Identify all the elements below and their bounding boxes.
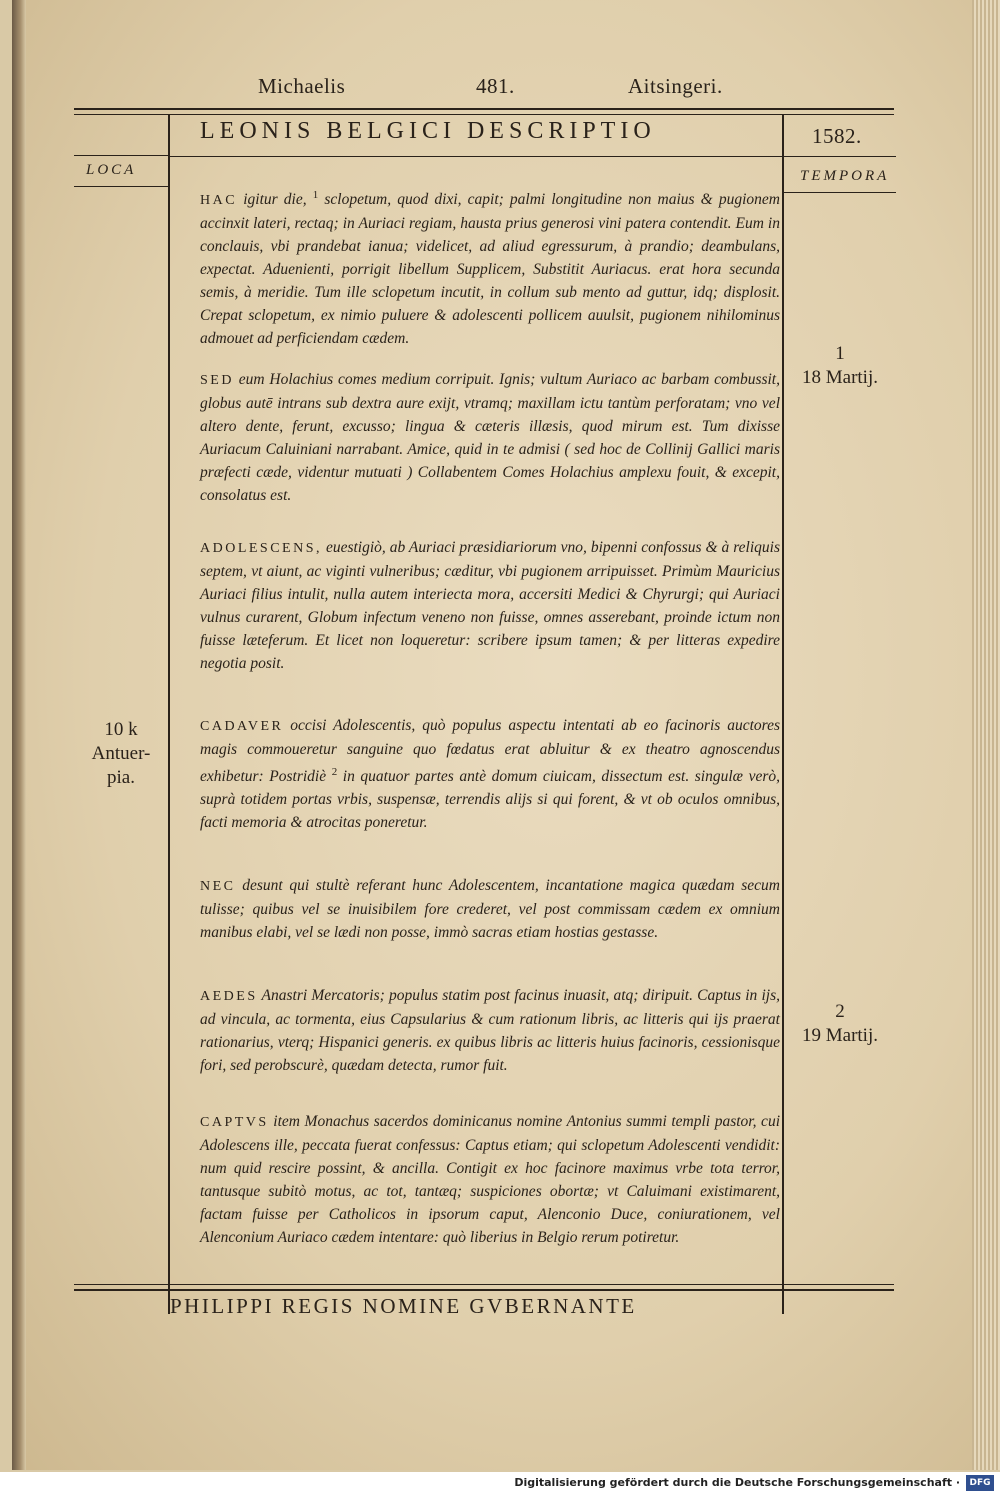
paragraph-text: sclopetum, quod dixi, capit; palmi longitudine non maius & pugionem accinxit lateri, rectaq; in Auriaci regiam, hausta prius generosi vini patera contendit. Eum in conclauis, vbi prandebat ianua; videlicet, ad aliud egressurum, à prandio; deambulans, expectat. Aduenienti, porrigit libellum Supplicem, Substitit Auriacus. erat hora secunda semis, à meridie. Tum ille sclopetum incutit, in collum sub mento ad guttur, idq; displosit. Crepat sclopetum, ex nimio puluere & adolescenti pollicem auulsit, pugionem nihilominus admouet ad perficiendam cædem. [200, 191, 781, 348]
loca-note-line: 10 k [104, 719, 138, 740]
paragraph-lead: HAC [200, 193, 238, 209]
loca-note-line: pia. [107, 767, 135, 788]
paragraph-text: in quatuor partes antè domum ciuicam, dissectum est. singulæ verò, suprà totidem portas vrbis, suspensæ, terrendis alijs si qui forent, & vt ob oculos omnibus, facti memoria & atrocitas poneretur. [200, 768, 780, 832]
tempora-note-number: 2 [835, 1001, 845, 1022]
paragraph-text-before: occisi Adolescentis, quò populus aspectu intentati ab eo facinoris auctores magis commoueretur sanguine quo fœdatus erat abluitur & ex theatro agnoscendus exhibetur: Postridiè [200, 717, 780, 786]
paragraph-lead: ADOLESCENS, [200, 541, 323, 556]
paragraph-lead: SED [200, 373, 234, 388]
tempora-note-2 [790, 1000, 890, 1048]
paragraph-captus [200, 1110, 780, 1249]
page-edges [972, 0, 1000, 1470]
book-gutter [12, 0, 26, 1470]
page-number: 481. [476, 74, 515, 98]
paragraph-text-before: igitur die, [237, 191, 313, 209]
tempora-note-1 [790, 342, 890, 390]
running-head-right: Aitsingeri. [628, 74, 723, 98]
tempora-rule-top [784, 156, 896, 157]
dfg-logo: DFG [966, 1475, 994, 1491]
loca-note-line: Antuer- [91, 743, 151, 764]
tempora-rule-bottom [784, 192, 896, 193]
tempora-heading: TEMPORA [800, 168, 890, 184]
tempora-note-date: 18 Martij. [802, 367, 878, 388]
footnote-marker: 2 [331, 766, 338, 778]
left-column-rule [168, 114, 170, 1314]
page-title: LEONIS BELGICI DESCRIPTIO [200, 118, 656, 144]
running-head-left: Michaelis [258, 74, 346, 98]
paragraph-text: desunt qui stultè referant hunc Adolescentem, incantatione magica quædam secum tulisse; quibus vel se inuisibilem fore crederet, vel post commissam cædem ex omnium manibus elabi, vel se lædi non posse, immò sacras etiam hostias gestasse. [200, 877, 780, 941]
paragraph-sed [200, 368, 780, 507]
paragraph-nec [200, 874, 780, 944]
loca-note-antuerpia [74, 718, 168, 790]
paragraph-lead: CADAVER [200, 719, 284, 734]
footnote-marker: 1 [312, 189, 319, 201]
loca-rule-bottom [74, 186, 168, 187]
paragraph-lead: NEC [200, 879, 236, 894]
loca-rule-top [74, 155, 168, 156]
footer-title: PHILIPPI REGIS NOMINE GVBERNANTE [170, 1294, 637, 1318]
year: 1582. [812, 124, 862, 148]
paragraph-text: eum Holachius comes medium corripuit. Ignis; vultum Auriaco ac barbam combussit, globus autē intrans sub dextra aure exijt, vtramq; maxillam ictu tantùm perforatam; vno vel altero dente, ferunt, excusso; lingua & cæteris illæsis, quod mirum est. Tum dixisse Auriacum Caluiniani narrabant. Amice, quid in te admisi ( sed hoc de Collinij Gallici maris præfecti cæde, videntur mutuati ) Collabentem Comes Holachius amplexu fouit, & excepit, consolatus est. [200, 371, 780, 504]
paragraph-text: euestigiò, ab Auriaci præsidiariorum vno, bipenni confossus & à reliquis septem, vt aiunt, ac viginti vulneribus; cæditur, vbi pugionem arripuisset. Primùm Mauricius Auriaci filius intulit, nulla autem interiecta mora, accersiti Medici & Chyrurgi; qui Auriaci vulnus curarent, Globum infectum veneno non fuisse, omnes asserebant, proinde ictum non fuisse læteferum. Et licet non loqueretur: scribere ipsum tamen; & per litteras expedire negotia posit. [200, 539, 780, 672]
paragraph-lead: CAPTVS [200, 1115, 269, 1130]
paragraph-adolescens [200, 536, 780, 675]
paragraph-aedes [200, 984, 780, 1077]
paragraph-lead: AEDES [200, 989, 258, 1004]
bottom-rule-thick [74, 1289, 894, 1291]
loca-heading: LOCA [86, 162, 137, 178]
title-underline [170, 156, 782, 157]
paragraph-text: item Monachus sacerdos dominicanus nomine Antonius summi templi pastor, cui Adolescens ille, peccata fuerat confessus: Captus etiam; qui sclopetum Adolescenti vendidit: num quid rescire possint, & ancilla. Contigit ex hoc facinore maximus vrbe tota terror, tantusque subitò motus, ac tot, tantæq; suspiciones obortæ; vt Caluimani existimarent, factam fuisse per Catholicos in ipsorum caput, Alenconio Duce, coniurationem, vel Alenconium Auriaco cædem intentare: quò liberius in Belgio rerum potiretur. [200, 1113, 780, 1246]
paragraph-text: Anastri Mercatoris; populus statim post facinus inuasit, atq; diripuit. Captus in ijs, ad vincula, ac tormenta, eius Capsularius & cum rationum libris, ac litteris qui ijs praerat rationarius, vterq; Hispanici generis. ex quibus libris ac litteris huius facinoris, cessionisque fori, sed perobscurè, quædam detecta, rumor fuit. [200, 987, 780, 1074]
tempora-note-number: 1 [835, 343, 845, 364]
credit-bar [0, 1472, 1000, 1496]
tempora-note-date: 19 Martij. [802, 1025, 878, 1046]
credit-text: Digitalisierung gefördert durch die Deutsche Forschungsgemeinschaft · [514, 1476, 960, 1489]
right-column-rule [782, 114, 784, 1314]
top-rule-thin [74, 114, 894, 115]
top-rule [74, 108, 894, 110]
paragraph-cadaver [200, 714, 780, 834]
bottom-rule [74, 1284, 894, 1285]
paragraph-hac [200, 184, 780, 350]
